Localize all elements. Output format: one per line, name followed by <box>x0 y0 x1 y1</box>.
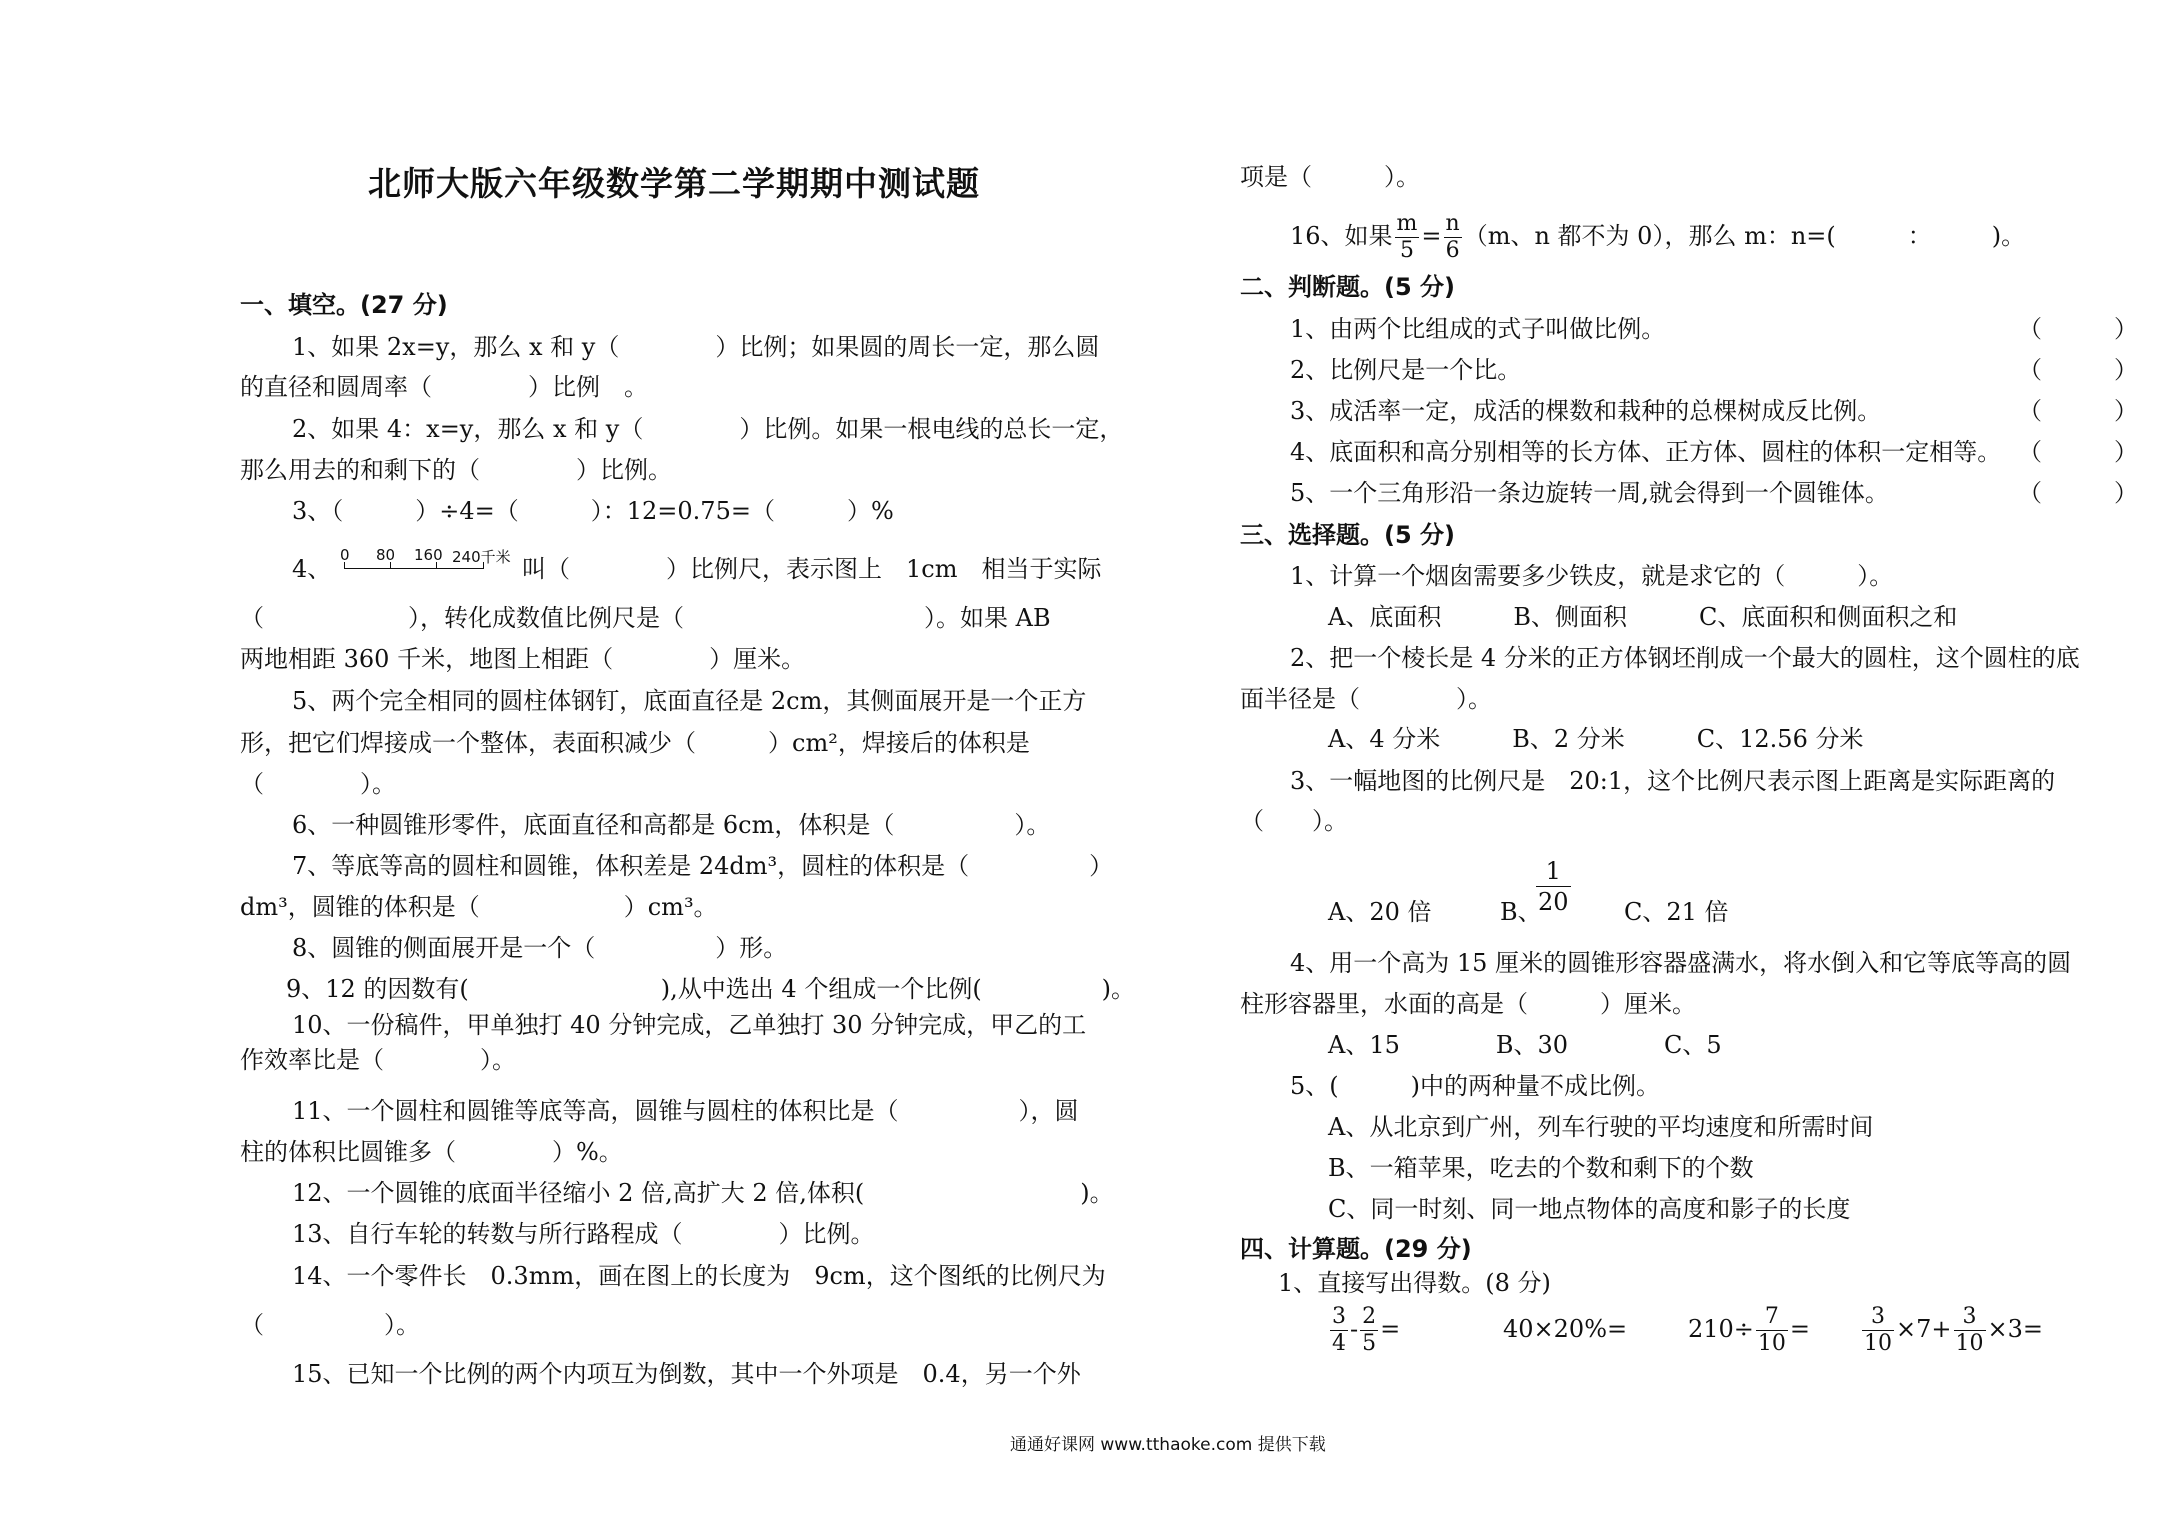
choice-question-3-option-a: A、20 倍 <box>1328 898 1432 926</box>
numerator: n <box>1445 211 1460 236</box>
answer-paren: （ ） <box>2018 438 2138 466</box>
choice-question-3-option-b-label: B、 <box>1500 898 1542 926</box>
answer-paren: （ ） <box>2018 356 2138 384</box>
numerator: 3 <box>1954 1304 1986 1331</box>
answer-paren: （ ） <box>2018 397 2138 425</box>
q16-prefix: 16、如果 <box>1290 222 1393 250</box>
choice-question-2-line-1: 2、把一个棱长是 4 分米的正方体钢坯削成一个最大的圆柱，这个圆柱的底 <box>1290 644 2080 672</box>
calc-expression-2: 40×20%= <box>1503 1315 1628 1343</box>
fraction-n-over-6 <box>1444 211 1462 264</box>
question-11-line-2: 柱的体积比圆锥多（ ）%。 <box>240 1138 623 1166</box>
section-choice-heading: 三、选择题。(5 分) <box>1240 521 1455 549</box>
choice-question-4-line-1: 4、用一个高为 15 厘米的圆锥形容器盛满水，将水倒入和它等底等高的圆 <box>1290 949 2072 977</box>
question-1-line-2: 的直径和圆周率（ ）比例 。 <box>240 373 648 401</box>
fraction-3-over-4 <box>1330 1304 1348 1357</box>
numerator: 7 <box>1756 1304 1788 1331</box>
fraction-3-over-10 <box>1954 1304 1986 1357</box>
choice-question-5: 5、( )中的两种量不成比例。 <box>1290 1072 1660 1100</box>
choice-question-3-option-c: C、21 倍 <box>1624 898 1729 926</box>
question-2-line-2: 那么用去的和剩下的（ ）比例。 <box>240 456 672 484</box>
choice-question-4-line-2: 柱形容器里，水面的高是（ ）厘米。 <box>1240 990 1696 1018</box>
choice-question-3-option-b-fraction <box>1534 856 1573 917</box>
choice-question-1: 1、计算一个烟囱需要多少铁皮，就是求它的（ ）。 <box>1290 562 1894 590</box>
numerator: m <box>1396 211 1418 236</box>
denominator: 10 <box>1955 1331 1984 1356</box>
q16-suffix: （m、n 都不为 0），那么 m：n=( ： )。 <box>1463 222 2026 250</box>
question-5-line-3: （ ）。 <box>240 770 396 798</box>
choice-question-5-option-a: A、从北京到广州，列车行驶的平均速度和所需时间 <box>1328 1113 1874 1141</box>
question-13: 13、自行车轮的转数与所行路程成（ ）比例。 <box>292 1220 875 1248</box>
question-11-line-1: 11、一个圆柱和圆锥等底等高，圆锥与圆柱的体积比是（ ），圆 <box>292 1097 1079 1125</box>
answer-paren: （ ） <box>2018 315 2138 343</box>
line-scale-figure <box>340 546 520 576</box>
numerator: 3 <box>1332 1304 1346 1329</box>
question-14-line-1: 14、一个零件长 0.3mm，画在图上的长度为 9cm，这个图纸的比例尺为 <box>292 1262 1106 1290</box>
fraction-7-over-10 <box>1756 1304 1788 1357</box>
denominator: 5 <box>1399 238 1414 263</box>
question-15-line-1: 15、已知一个比例的两个内项互为倒数，其中一个外项是 0.4，另一个外 <box>292 1360 1081 1388</box>
question-8: 8、圆锥的侧面展开是一个（ ）形。 <box>292 934 788 962</box>
equals-sign: = <box>1380 1315 1401 1343</box>
section-fill-blank-heading: 一、填空。(27 分) <box>240 291 448 319</box>
denominator: 5 <box>1362 1331 1377 1356</box>
fraction-1-over-20 <box>1536 856 1571 917</box>
question-6: 6、一种圆锥形零件，底面直径和高都是 6cm，体积是（ ）。 <box>292 811 1051 839</box>
fraction-3-over-10 <box>1862 1304 1894 1357</box>
footer-source: 通通好课网 www.tthaoke.com 提供下载 <box>1010 1435 1326 1455</box>
equals-sign: = <box>1421 222 1442 250</box>
choice-question-1-options: A、底面积 B、侧面积 C、底面积和侧面积之和 <box>1328 603 1958 631</box>
question-16 <box>1290 206 2025 266</box>
question-2-line-1: 2、如果 4：x=y，那么 x 和 y（ ）比例。如果一根电线的总长一定， <box>292 415 1124 443</box>
calc-subquestion-1: 1、直接写出得数。(8 分) <box>1278 1269 1551 1297</box>
judge-item-1: 1、由两个比组成的式子叫做比例。 <box>1290 315 1666 343</box>
choice-question-5-option-c: C、同一时刻、同一地点物体的高度和影子的长度 <box>1328 1195 1851 1223</box>
question-4-number: 4、 <box>292 555 332 583</box>
denominator: 10 <box>1864 1331 1892 1356</box>
calc-expression-3 <box>1688 1297 1810 1361</box>
scale-label: 160 <box>414 546 443 564</box>
question-3: 3、（ ）÷4=（ ）：12=0.75=（ ）% <box>292 497 894 525</box>
scale-tick <box>483 562 484 569</box>
question-4-line-1: 叫（ ）比例尺，表示图上 1cm 相当于实际 <box>522 555 1102 583</box>
question-12: 12、一个圆锥的底面半径缩小 2 倍,高扩大 2 倍,体积( )。 <box>292 1179 1114 1207</box>
question-9: 9、12 的因数有( ),从中选出 4 个组成一个比例( )。 <box>286 975 1136 1003</box>
equals-sign: = <box>1789 1315 1811 1343</box>
numerator: 3 <box>1862 1304 1894 1331</box>
denominator: 4 <box>1332 1331 1346 1356</box>
scale-bar <box>344 568 484 569</box>
denominator: 6 <box>1445 238 1460 263</box>
question-7-line-2: dm³，圆锥的体积是（ ）cm³。 <box>240 893 718 921</box>
question-10-line-1: 10、一份稿件，甲单独打 40 分钟完成，乙单独打 30 分钟完成，甲乙的工 <box>292 1011 1087 1039</box>
numerator: 1 <box>1536 856 1571 887</box>
page-title: 北师大版六年级数学第二学期期中测试题 <box>368 164 980 203</box>
calc-expression-4 <box>1860 1297 2043 1361</box>
scale-tick <box>344 562 345 569</box>
scale-label: 80 <box>376 546 396 564</box>
scale-label: 0 <box>340 546 350 564</box>
numerator: 2 <box>1362 1304 1377 1329</box>
denominator: 10 <box>1757 1331 1786 1356</box>
question-4-line-3: 两地相距 360 千米，地图上相距（ ）厘米。 <box>240 645 806 673</box>
judge-item-2: 2、比例尺是一个比。 <box>1290 356 1522 384</box>
judge-item-3: 3、成活率一定，成活的棵数和栽种的总棵树成反比例。 <box>1290 397 1882 425</box>
calc-expression-1 <box>1328 1297 1400 1361</box>
choice-question-3-line-1: 3、一幅地图的比例尺是 20:1，这个比例尺表示图上距离是实际距离的 <box>1290 767 2056 795</box>
denominator: 20 <box>1538 888 1569 916</box>
question-1-line-1: 1、如果 2x=y，那么 x 和 y（ ）比例；如果圆的周长一定，那么圆 <box>292 333 1100 361</box>
choice-question-2-line-2: 面半径是（ ）。 <box>1240 685 1492 713</box>
question-5-line-2: 形，把它们焊接成一个整体，表面积减少（ ）cm²，焊接后的体积是 <box>240 729 1030 757</box>
section-calc-heading: 四、计算题。(29 分) <box>1240 1235 1472 1263</box>
choice-question-5-option-b: B、一箱苹果，吃去的个数和剩下的个数 <box>1328 1154 1754 1182</box>
scale-label: 240千米 <box>452 548 511 566</box>
fraction-m-over-5 <box>1395 211 1420 264</box>
choice-question-2-options: A、4 分米 B、2 分米 C、12.56 分米 <box>1328 725 1864 753</box>
judge-item-4: 4、底面积和高分别相等的长方体、正方体、圆柱的体积一定相等。 <box>1290 438 2002 466</box>
judge-item-5: 5、一个三角形沿一条边旋转一周,就会得到一个圆锥体。 <box>1290 479 1889 507</box>
question-15-line-2: 项是（ ）。 <box>1240 163 1420 191</box>
section-judge-heading: 二、判断题。(5 分) <box>1240 273 1455 301</box>
question-4-line-2: （ ），转化成数值比例尺是（ ）。如果 AB <box>240 604 1051 632</box>
expr-end: ×3= <box>1987 1315 2043 1343</box>
choice-question-3-line-2: （ ）。 <box>1240 807 1348 835</box>
question-10-line-2: 作效率比是（ ）。 <box>240 1046 516 1074</box>
scale-tick <box>390 562 391 569</box>
scale-tick <box>436 562 437 569</box>
choice-question-4-options: A、15 B、30 C、5 <box>1328 1031 1722 1059</box>
question-5-line-1: 5、两个完全相同的圆柱体钢钉，底面直径是 2cm，其侧面展开是一个正方 <box>292 687 1087 715</box>
fraction-2-over-5 <box>1360 1304 1378 1357</box>
expr-middle: ×7+ <box>1896 1315 1952 1343</box>
minus-sign: - <box>1350 1315 1359 1343</box>
question-14-line-2: （ ）。 <box>240 1311 420 1339</box>
answer-paren: （ ） <box>2018 479 2138 507</box>
expr-prefix: 210÷ <box>1688 1315 1754 1343</box>
question-7-line-1: 7、等底等高的圆柱和圆锥，体积差是 24dm³，圆柱的体积是（ ） <box>292 852 1114 880</box>
